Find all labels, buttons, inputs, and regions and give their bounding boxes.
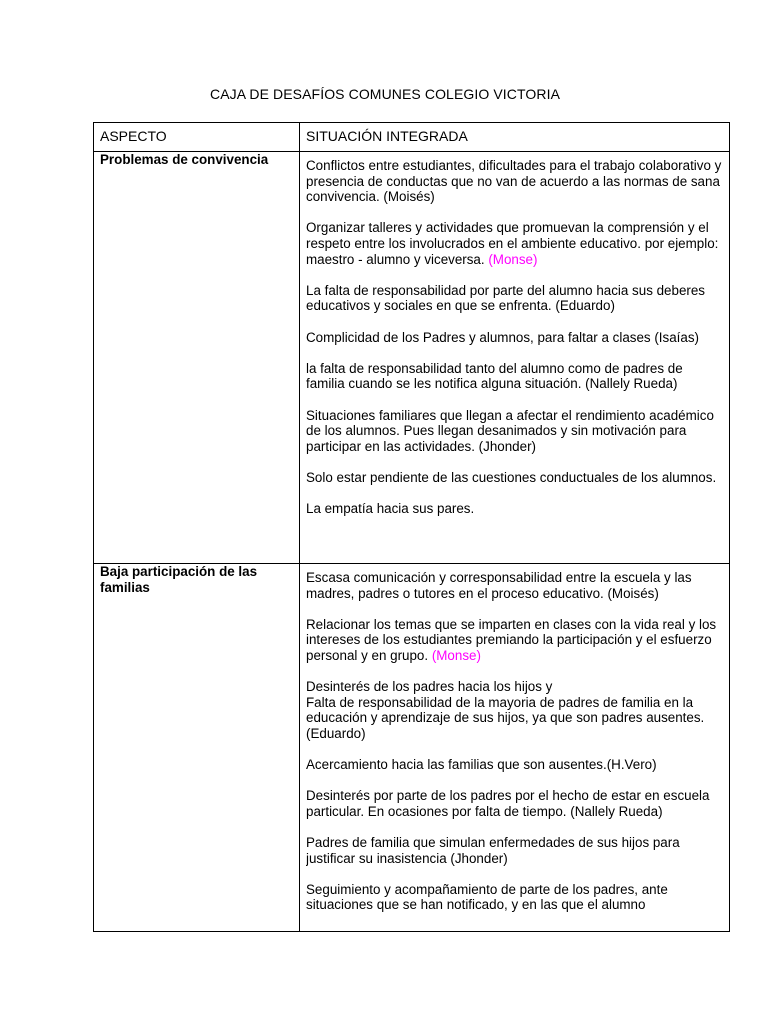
- entry-text: Escasa comunicación y corresponsabilidad entre la escuela y las madres, padres o tutores en el proceso educativo. (Moisés): [306, 570, 692, 601]
- entry-text: La empatía hacia sus pares.: [306, 501, 475, 517]
- entry-text: Organizar talleres y actividades que promuevan la comprensión y el respeto entre los involucrados en el ambiente educativo. por ejemplo: maestro - alumno y viceversa.: [306, 220, 719, 267]
- entry-text: Solo estar pendiente de las cuestiones conductuales de los alumnos.: [306, 469, 717, 485]
- entry-text: Complicidad de los Padres y alumnos, para faltar a clases (Isaías): [306, 329, 699, 345]
- entry-text: Falta de responsabilidad de la mayoria de padres de familia en la educación y aprendizaje de sus hijos, ya que son padres ausentes. (Eduardo): [306, 694, 705, 741]
- entry-text: Acercamiento hacia las familias que son ausentes.(H.Vero): [306, 757, 657, 773]
- entry-text: Desinterés por parte de los padres por el hecho de estar en escuela particular. En ocasiones por falta de tiempo. (Nallely Rueda): [306, 788, 710, 819]
- entry-text: Seguimiento y acompañamiento de parte de los padres, ante situaciones que se han notificado, y en las que el alumno: [306, 881, 668, 913]
- entry-text: Situaciones familiares que llegan a afectar el rendimiento académico de los alumnos. Pues llegan desanimados y sin motivación para participar en las actividades. (Jhonder): [306, 407, 714, 454]
- document-title: CAJA DE DESAFÍOS COMUNES COLEGIO VICTORIA: [209, 86, 561, 102]
- situation-entry: [306, 757, 723, 773]
- header-situation: SITUACIÓN INTEGRADA: [300, 123, 730, 152]
- entry-text: La falta de responsabilidad por parte del alumno hacia sus deberes educativos y sociales en que se enfrenta. (Eduardo): [306, 282, 706, 314]
- aspect-cell: Problemas de convivencia: [94, 152, 300, 564]
- situation-cell: [300, 564, 730, 932]
- situation-entry: [306, 220, 723, 267]
- challenges-table: [93, 122, 730, 932]
- entries-list: [306, 152, 723, 517]
- situation-entry: [306, 283, 723, 314]
- table-row: [94, 564, 730, 932]
- entry-text: la falta de responsabilidad tanto del alumno como de padres de familia cuando se les notifica alguna situación. (Nallely Rueda): [306, 360, 683, 392]
- situation-entry: [306, 679, 723, 741]
- header-aspect: ASPECTO: [94, 123, 300, 152]
- situation-entry: [306, 361, 723, 392]
- situation-entry: [306, 788, 723, 819]
- table-row: [94, 152, 730, 564]
- entries-list: [306, 564, 723, 930]
- entry-text: Relacionar los temas que se imparten en clases con la vida real y los intereses de los estudiantes premiando la participación y el esfuerzo personal y en grupo.: [306, 616, 717, 663]
- situation-entry: [306, 835, 723, 866]
- entry-text: Desinterés de los padres hacia los hijos y: [306, 679, 553, 695]
- aspect-cell: Baja participación de las familias: [94, 564, 300, 932]
- situation-entry: [306, 470, 723, 486]
- entry-text: Padres de familia que simulan enfermedades de sus hijos para justificar su inasistencia (Jhonder): [306, 835, 680, 866]
- situation-entry: [306, 501, 723, 517]
- situation-entry: [306, 158, 723, 205]
- situation-cell: [300, 152, 730, 564]
- situation-entry: [306, 408, 723, 455]
- author-tag: (Monse): [488, 251, 538, 267]
- situation-entry: [306, 570, 723, 601]
- entry-text: Conflictos entre estudiantes, dificultades para el trabajo colaborativo y presencia de conductas que no van de acuerdo a las normas de sana convivencia. (Moisés): [306, 158, 722, 205]
- situation-entry: [306, 330, 723, 346]
- author-tag: (Monse): [431, 647, 481, 663]
- situation-entry: [306, 617, 723, 664]
- situation-entry: [306, 882, 723, 913]
- table-header-row: [94, 123, 730, 152]
